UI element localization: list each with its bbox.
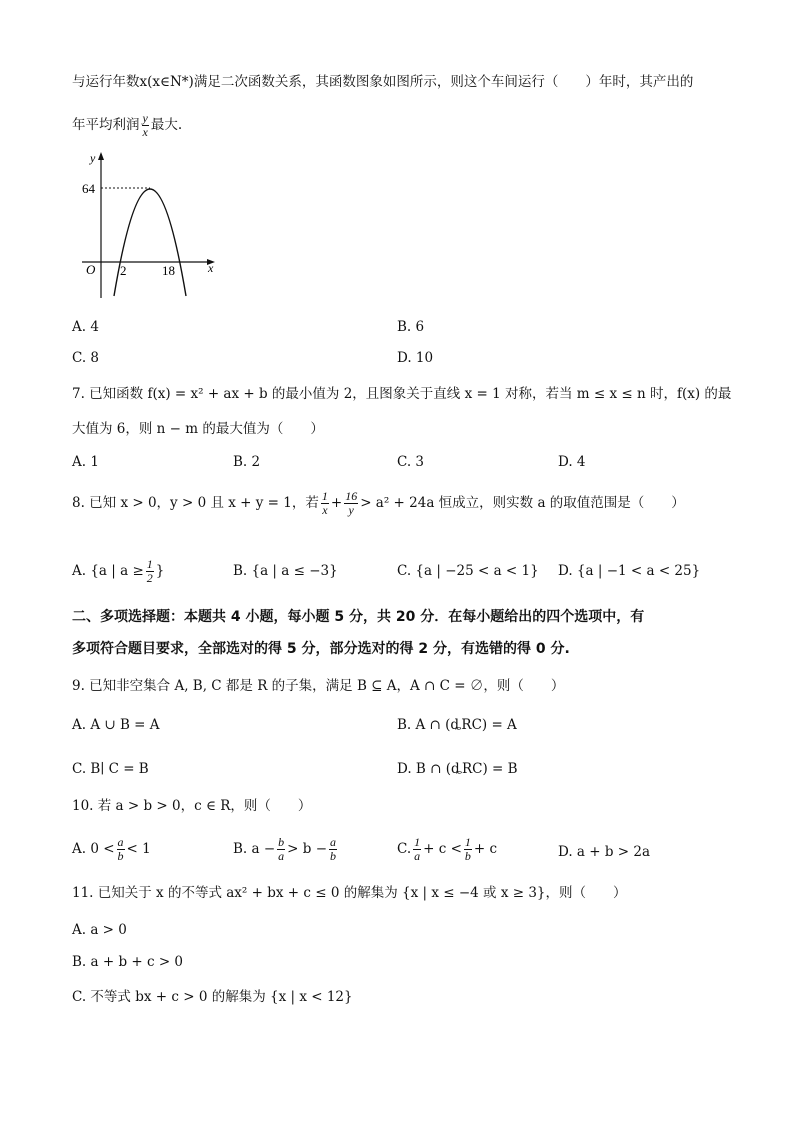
q10-stem: 10. 若 a > b > 0，c ∈ R，则（ ） <box>72 798 312 814</box>
q10-optA-fraction <box>117 836 125 863</box>
q10-optC-suffix: + c <box>473 841 498 857</box>
q8-option-a[interactable] <box>72 558 164 585</box>
q6-fraction <box>142 112 149 139</box>
q9-option-d[interactable]: D. B ∩ (ȡRC) = B <box>397 761 518 777</box>
q8-suffix: > a² + 24a 恒成立，则实数 a 的取值范围是（ ） <box>360 495 685 511</box>
q6-frac-den: x <box>142 125 148 139</box>
q6-line2-suffix: 最大. <box>150 117 183 133</box>
q6-option-d[interactable]: D. 10 <box>397 350 434 366</box>
q8-optA-den: 2 <box>146 571 153 585</box>
q8-optA-suffix: } <box>155 563 165 579</box>
q9-option-a[interactable]: A. A ∪ B = A <box>72 717 160 733</box>
q10-optC-d1: a <box>414 849 421 863</box>
q11-option-b[interactable]: B. a + b + c > 0 <box>72 954 184 970</box>
q10-option-b[interactable] <box>233 836 339 863</box>
q8-option-c[interactable]: C. {a | −25 < a < 1} <box>397 563 539 579</box>
origin-label: O <box>86 262 96 277</box>
q6-parabola-graph <box>72 148 232 308</box>
q8-f2-den: y <box>348 503 354 517</box>
q10-option-a[interactable] <box>72 836 151 863</box>
q9-option-b[interactable]: B. A ∩ (ȡRC) = A <box>397 717 517 733</box>
q10-optA-suffix: < 1 <box>126 841 151 857</box>
q7-stem-line2: 大值为 6，则 n − m 的最大值为（ ） <box>72 421 324 437</box>
q7-option-a[interactable]: A. 1 <box>72 454 99 470</box>
q6-line2-prefix: 年平均利润 <box>72 117 140 133</box>
q7-option-d[interactable]: D. 4 <box>558 454 586 470</box>
x-tick-18: 18 <box>162 263 175 278</box>
q10-optB-fraction-2 <box>329 836 337 863</box>
parabola-curve <box>114 189 186 296</box>
q6-option-b[interactable]: B. 6 <box>397 319 425 335</box>
q6-stem-line2 <box>72 112 182 139</box>
q6-option-a[interactable]: A. 4 <box>72 319 99 335</box>
q11-option-a[interactable]: A. a > 0 <box>72 922 127 938</box>
y-axis-arrow-icon <box>98 152 104 160</box>
q6-frac-num: y <box>142 111 148 125</box>
q8-option-d[interactable]: D. {a | −1 < a < 25} <box>558 563 701 579</box>
q8-f1-den: x <box>322 503 328 517</box>
q8-plus: + <box>330 495 343 511</box>
q8-prefix: 8. 已知 x > 0，y > 0 且 x + y = 1，若 <box>72 495 319 511</box>
section2-heading-line2: 多项符合题目要求，全部选对的得 5 分，部分选对的得 2 分，有选错的得 0 分. <box>72 641 570 657</box>
y-tick-64: 64 <box>82 181 95 196</box>
q10-option-d[interactable]: D. a + b > 2a <box>558 844 651 860</box>
q10-optC-n2: 1 <box>464 835 471 849</box>
q10-optC-fraction-2 <box>464 836 472 863</box>
x-tick-2: 2 <box>120 263 127 278</box>
q10-optB-prefix: B. a − <box>233 841 276 857</box>
q10-optB-d2: b <box>330 849 337 863</box>
q10-optB-fraction-1 <box>277 836 285 863</box>
q9-stem: 9. 已知非空集合 A, B, C 都是 R 的子集，满足 B ⊆ A，A ∩ C = ∅，则（ ） <box>72 678 565 694</box>
q10-optB-d1: a <box>278 849 285 863</box>
q7-option-c[interactable]: C. 3 <box>397 454 425 470</box>
q10-optC-fraction-1 <box>413 836 421 863</box>
q10-option-c[interactable] <box>397 836 497 863</box>
q8-f1-num: 1 <box>321 489 328 503</box>
q10-optC-n1: 1 <box>414 835 421 849</box>
q10-optA-prefix: A. 0 < <box>72 841 115 857</box>
q10-optB-n1: b <box>278 835 285 849</box>
q10-optB-mid: > b − <box>287 841 328 857</box>
q11-option-c[interactable]: C. 不等式 bx + c > 0 的解集为 {x | x < 12} <box>72 989 353 1005</box>
x-axis-label: x <box>208 261 214 275</box>
q10-optC-d2: b <box>464 849 471 863</box>
q10-optC-prefix: C. <box>397 841 412 857</box>
q10-optA-num: a <box>117 835 124 849</box>
q8-fraction-1 <box>321 490 329 517</box>
q8-optA-num: 1 <box>146 557 153 571</box>
q8-option-b[interactable]: B. {a | a ≤ −3} <box>233 563 338 579</box>
q8-f2-num: 16 <box>345 489 358 503</box>
q10-optB-n2: a <box>330 835 337 849</box>
y-axis-label: y <box>90 151 96 165</box>
q7-option-b[interactable]: B. 2 <box>233 454 261 470</box>
q8-optA-fraction <box>146 558 154 585</box>
q6-option-c[interactable]: C. 8 <box>72 350 100 366</box>
q8-fraction-2 <box>344 490 358 517</box>
q10-optA-den: b <box>117 849 124 863</box>
section2-heading-line1: 二、多项选择题：本题共 4 小题，每小题 5 分，共 20 分．在每小题给出的四个选项中，有 <box>72 609 645 625</box>
q9-option-c[interactable]: C. B∣ C = B <box>72 761 149 777</box>
q8-stem <box>72 490 685 517</box>
q11-stem: 11. 已知关于 x 的不等式 ax² + bx + c ≤ 0 的解集为 {x | x ≤ −4 或 x ≥ 3}，则（ ） <box>72 885 627 901</box>
q10-optC-mid: + c < <box>423 841 462 857</box>
q6-stem-line1: 与运行年数x(x∈N*)满足二次函数关系，其函数图象如图所示，则这个车间运行（ ）年时，其产出的 <box>72 74 694 90</box>
q7-stem-line1: 7. 已知函数 f(x) = x² + ax + b 的最小值为 2，且图象关于直线 x = 1 对称，若当 m ≤ x ≤ n 时，f(x) 的最 <box>72 386 732 402</box>
q8-optA-prefix: A. {a | a ≥ <box>72 563 144 579</box>
